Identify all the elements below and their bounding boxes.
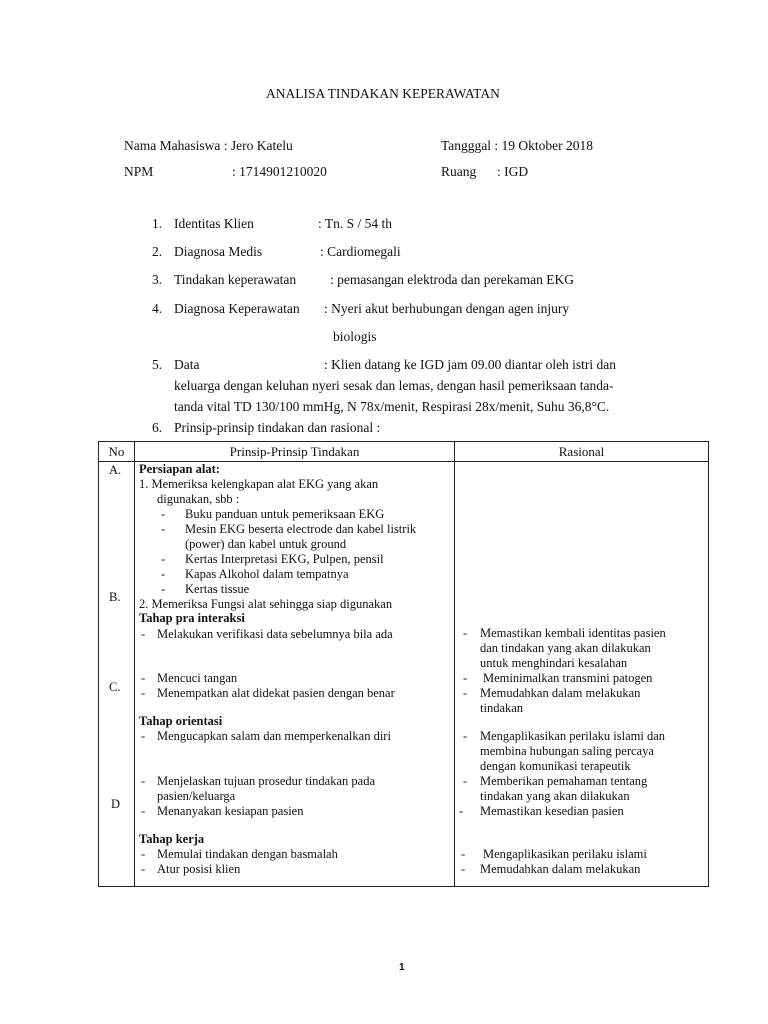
menempatkan-alat: Menempatkan alat didekat pasien dengan benar [157,686,395,700]
item-5-value: : Klien datang ke IGD jam 09.00 diantar oleh istri dan [324,357,617,372]
bullet-dash: - [161,582,166,596]
bullet-dash: - [463,671,468,685]
orientasi-salam: Mengucapkan salam dan memperkenalkan diri [157,729,391,743]
section-pra-interaksi: Tahap pra interaksi [139,611,245,625]
item-6-number: 6. [152,420,163,435]
item-4-continuation: biologis [333,329,377,344]
rasional-memudahkan-2: Memudahkan dalam melakukan [480,862,641,876]
item-2-value: : Cardiomegali [320,244,401,259]
bullet-dash: - [459,804,464,818]
ruang-label: Ruang [441,164,477,179]
rasional-islami-hubungan-cont-2: dengan komunikasi terapeutik [480,759,631,773]
header-rasional: Rasional [455,442,709,462]
orientasi-tujuan: Menjelaskan tujuan prosedur tindakan pada [157,774,375,788]
prinsip-step-1-cont: digunakan, sbb : [157,492,240,506]
no-d: D [111,797,121,811]
kerja-posisi: Atur posisi klien [157,862,241,876]
rasional-identitas-cont-2: untuk menghindari kesalahan [480,656,628,670]
bullet-dash: - [161,552,166,566]
section-orientasi: Tahap orientasi [139,714,223,728]
item-6-label: Prinsip-prinsip tindakan dan rasional : [174,420,381,435]
no-a: A. [109,463,122,477]
item-2-number: 2. [152,244,163,259]
orientasi-kesiapan: Menanyakan kesiapan pasien [157,804,304,818]
rasional-pemahaman-cont: tindakan yang akan dilakukan [480,789,630,803]
item-1-value: : Tn. S / 54 th [318,216,393,231]
bullet-dash: - [463,686,468,700]
bullet-dash: - [463,626,468,640]
bullet-dash: - [463,774,468,788]
rasional-column [455,462,709,887]
bullet-dash: - [141,671,146,685]
item-4-value: : Nyeri akut berhubungan dengan agen injury [324,301,570,316]
item-3-number: 3. [152,272,163,287]
item-4-label: Diagnosa Keperawatan [174,301,300,316]
prinsip-column [135,462,455,887]
bullet-dash: - [161,522,166,536]
no-column [99,462,135,887]
no-b: B. [109,590,121,604]
item-2-label: Diagnosa Medis [174,244,263,259]
kerja-basmalah: Memulai tindakan dengan basmalah [157,847,338,861]
bullet-dash: - [141,686,146,700]
item-3-label: Tindakan keperawatan [174,272,297,287]
item-5-line-2: keluarga dengan keluhan nyeri sesak dan lemas, dengan hasil pemeriksaan tanda- [174,378,614,393]
sub-item-buku: Buku panduan untuk pemeriksaan EKG [185,507,385,521]
item-5-number: 5. [152,357,163,372]
item-5-label: Data [174,357,200,372]
sub-item-kertas-interpretasi: Kertas Interpretasi EKG, Pulpen, pensil [185,552,384,566]
item-5-line-3: tanda vital TD 130/100 mmHg, N 78x/menit, Respirasi 28x/menit, Suhu 36,8°C. [174,399,610,414]
prinsip-step-1: 1. Memeriksa kelengkapan alat EKG yang akan [139,477,379,491]
page-number: 1 [399,962,405,973]
sub-item-mesin-cont: (power) dan kabel untuk ground [185,537,347,551]
header-no: No [99,442,135,462]
bullet-dash: - [141,774,146,788]
tanggal: Tangggal : 19 Oktober 2018 [441,138,594,153]
rasional-patogen: Meminimalkan transmini patogen [483,671,653,685]
bullet-dash: - [141,847,146,861]
orientasi-tujuan-cont: pasien/keluarga [157,789,236,803]
bullet-dash: - [463,729,468,743]
sub-item-kapas: Kapas Alkohol dalam tempatnya [185,567,349,581]
rasional-islami-hubungan: Mengaplikasikan perilaku islami dan [480,729,666,743]
sub-item-mesin: Mesin EKG beserta electrode dan kabel listrik [185,522,417,536]
rasional-identitas-cont: dan tindakan yang akan dilakukan [480,641,651,655]
pra-verifikasi: Melakukan verifikasi data sebelumnya bila ada [157,627,393,641]
section-kerja: Tahap kerja [139,832,205,846]
bullet-dash: - [141,804,146,818]
section-persiapan: Persiapan alat: [139,462,220,476]
bullet-dash: - [141,862,146,876]
table-header-row [99,442,709,462]
prinsip-rasional-table [98,441,709,887]
header-prinsip: Prinsip-Prinsip Tindakan [135,442,455,462]
page-title: ANALISA TINDAKAN KEPERAWATAN [266,86,500,101]
bullet-dash: - [461,862,466,876]
bullet-dash: - [141,627,146,641]
prinsip-step-2: 2. Memeriksa Fungsi alat sehingga siap digunakan [139,597,393,611]
rasional-kesediaan: Memastikan kesedian pasien [480,804,624,818]
rasional-islami: Mengaplikasikan perilaku islami [483,847,647,861]
bullet-dash: - [141,729,146,743]
sub-item-tissue: Kertas tissue [185,582,250,596]
rasional-identitas: Memastikan kembali identitas pasien [480,626,666,640]
rasional-memudahkan: Memudahkan dalam melakukan [480,686,641,700]
table-body-row [99,462,709,887]
nama-mahasiswa: Nama Mahasiswa : Jero Katelu [124,138,293,153]
bullet-dash: - [161,507,166,521]
item-4-number: 4. [152,301,163,316]
mencuci-tangan: Mencuci tangan [157,671,238,685]
item-1-label: Identitas Klien [174,216,254,231]
item-3-value: : pemasangan elektroda dan perekaman EKG [330,272,575,287]
rasional-memudahkan-cont: tindakan [480,701,524,715]
no-c: C. [109,680,121,694]
bullet-dash: - [461,847,466,861]
bullet-dash: - [161,567,166,581]
ruang-value: : IGD [497,164,529,179]
item-1-number: 1. [152,216,163,231]
rasional-pemahaman: Memberikan pemahaman tentang [480,774,648,788]
npm-value: : 1714901210020 [232,164,327,179]
rasional-islami-hubungan-cont: membina hubungan saling percaya [480,744,654,758]
npm-label: NPM [124,164,154,179]
